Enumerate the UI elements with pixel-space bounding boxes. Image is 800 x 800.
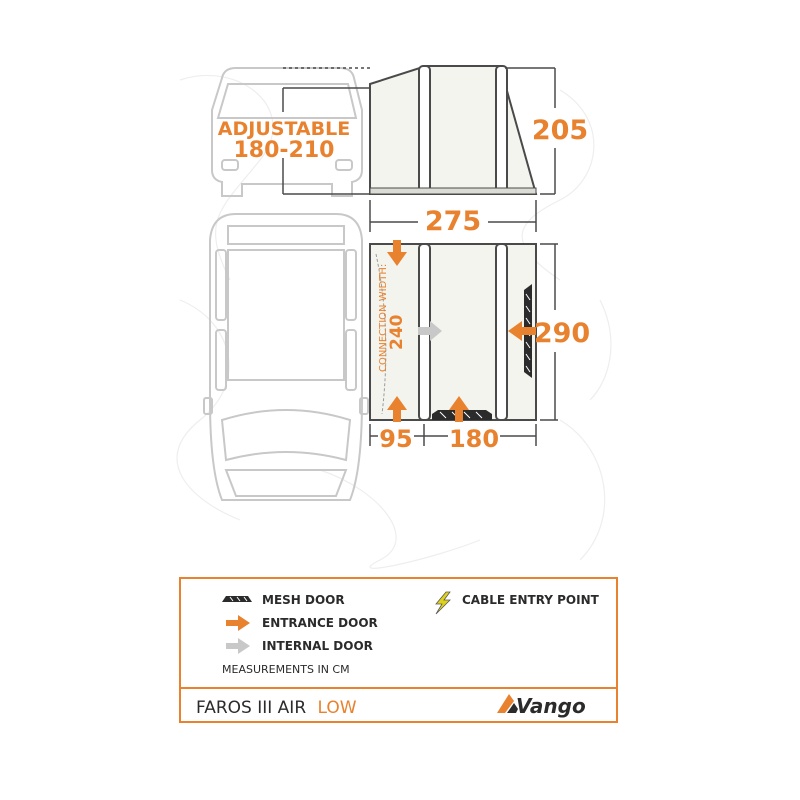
front-right-value: 180 [448,425,500,453]
connection-width-value: 240 [387,314,407,350]
mesh-door-legend-icon [222,596,252,602]
legend-mesh-door: MESH DOOR [262,593,345,607]
tent-side-view [370,66,536,194]
legend-internal-door: INTERNAL DOOR [262,639,373,653]
depth-value: 290 [533,318,591,349]
legend-entrance-door: ENTRANCE DOOR [262,616,378,630]
van-top-view [204,214,368,500]
length-value: 275 [424,206,482,237]
adjustable-label: ADJUSTABLE [217,118,351,140]
product-name-variant: LOW [317,698,357,718]
connection-width-label: CONNECTION WIDTH: [378,263,389,372]
brand-name: Vango [516,694,586,718]
product-name [196,698,357,718]
height-value: 205 [531,115,589,146]
measurements-note: MEASUREMENTS IN CM [222,663,350,676]
product-name-main: FAROS III AIR [196,698,307,718]
adjustable-range: 180-210 [233,138,335,163]
legend-cable-entry: CABLE ENTRY POINT [462,593,599,607]
front-left-value: 95 [379,425,413,453]
